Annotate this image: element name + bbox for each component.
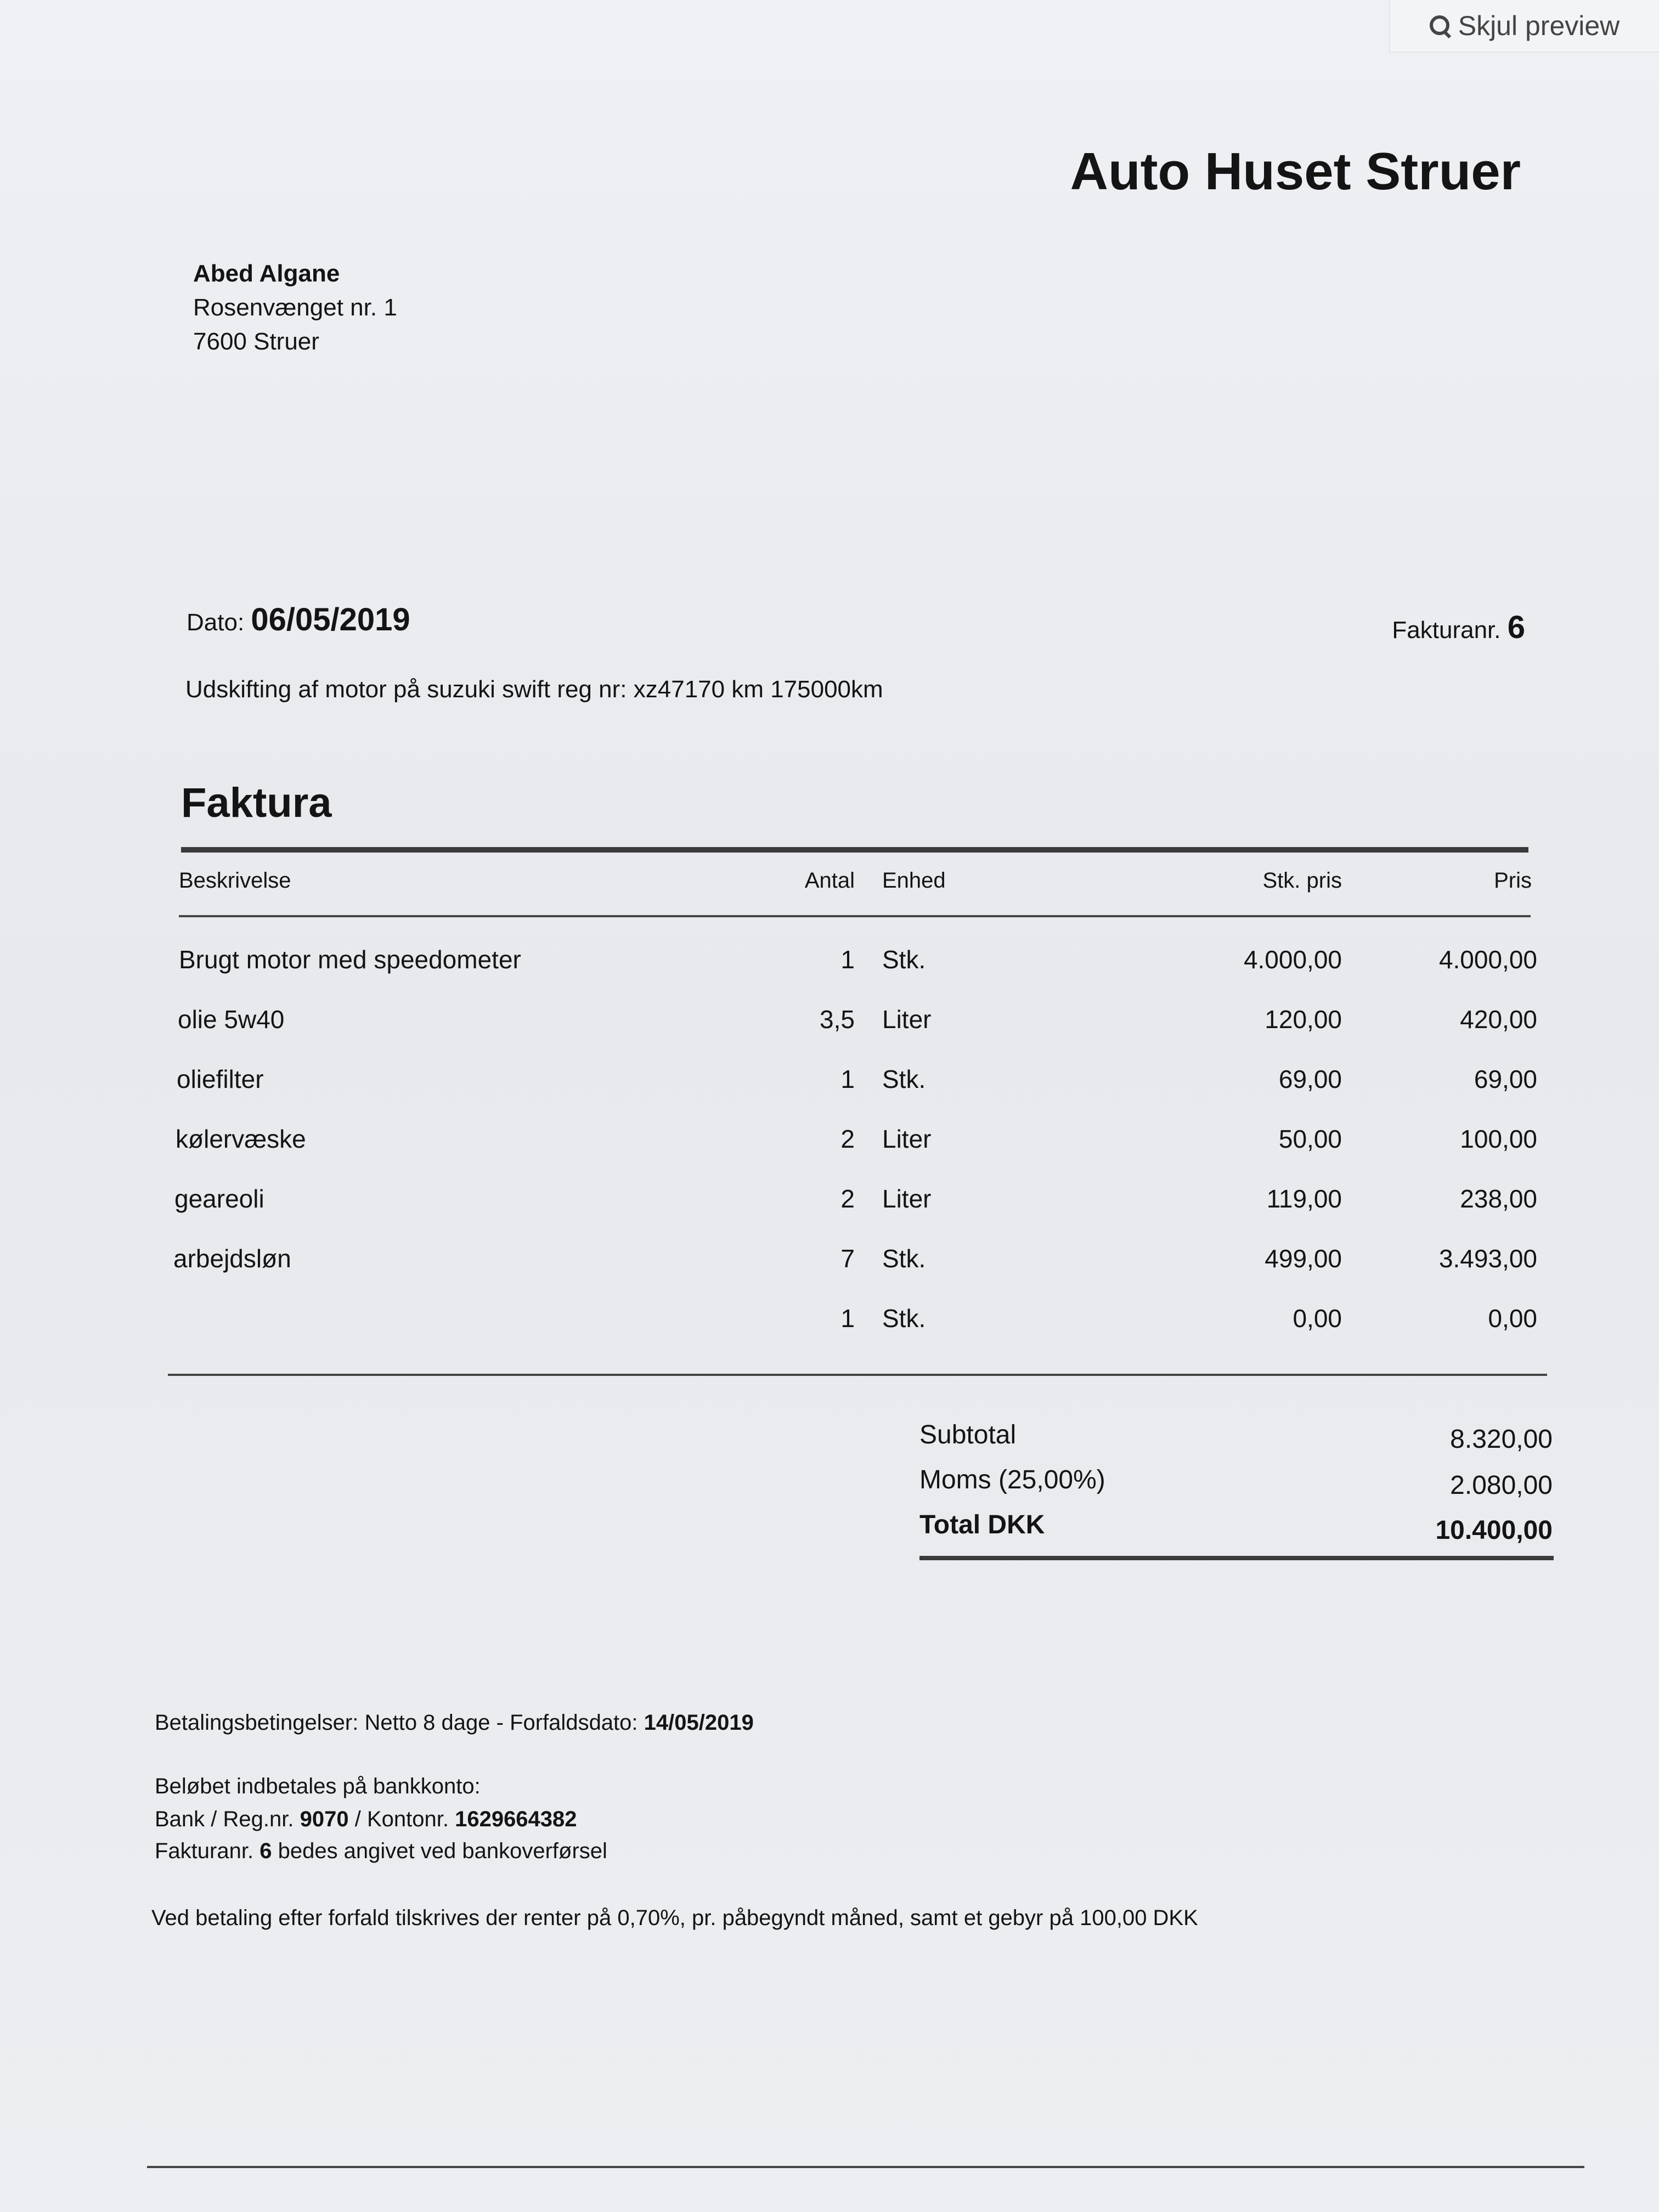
item-price: 420,00 — [1460, 1005, 1537, 1034]
heading-divider — [181, 847, 1528, 853]
col-description: Beskrivelse — [179, 868, 291, 893]
item-quantity: 2 — [840, 1125, 855, 1153]
subtotal-label: Subtotal — [919, 1420, 1017, 1449]
customer-address — [193, 257, 397, 359]
item-unit-price: 69,00 — [1278, 1065, 1342, 1093]
account-number: 1629664382 — [455, 1807, 577, 1831]
reg-number: 9070 — [300, 1807, 349, 1831]
item-unit-price: 499,00 — [1265, 1244, 1342, 1273]
total-label: Total DKK — [919, 1510, 1045, 1539]
customer-name: Abed Algane — [193, 260, 340, 287]
job-description: Udskifting af motor på suzuki swift reg nr: xz47170 km 175000km — [185, 676, 883, 703]
item-description: geareoli — [174, 1184, 264, 1213]
payment-reference — [155, 1839, 607, 1864]
item-unit: Stk. — [882, 945, 926, 974]
col-price: Pris — [1494, 868, 1532, 893]
customer-street: Rosenvænget nr. 1 — [193, 294, 397, 321]
item-description: olie 5w40 — [178, 1005, 285, 1034]
ref-suffix: bedes angivet ved bankoverførsel — [278, 1839, 607, 1863]
bank-intro: Beløbet indbetales på bankkonto: — [155, 1774, 481, 1798]
col-unit: Enhed — [882, 868, 946, 893]
account-label: / Kontonr. — [354, 1807, 449, 1831]
search-icon — [1430, 15, 1451, 36]
item-price: 4.000,00 — [1438, 945, 1537, 974]
due-date: 14/05/2019 — [644, 1711, 754, 1735]
items-divider — [168, 1374, 1547, 1376]
col-quantity: Antal — [804, 868, 855, 893]
date-label: Dato: — [187, 609, 245, 636]
ref-number: 6 — [259, 1839, 272, 1863]
item-price: 0,00 — [1488, 1304, 1537, 1333]
item-unit: Stk. — [882, 1065, 926, 1093]
item-description: oliefilter — [177, 1065, 264, 1093]
col-unit-price: Stk. pris — [1262, 868, 1342, 893]
item-unit: Liter — [882, 1125, 932, 1153]
item-unit: Stk. — [882, 1244, 926, 1273]
item-unit: Stk. — [882, 1304, 926, 1333]
item-quantity: 7 — [840, 1244, 855, 1273]
bottom-divider — [147, 2166, 1584, 2168]
invoice-heading: Faktura — [181, 780, 332, 826]
item-unit: Liter — [882, 1184, 932, 1213]
invoice-number — [1392, 609, 1525, 646]
item-unit-price: 119,00 — [1266, 1184, 1342, 1213]
header-divider — [179, 915, 1531, 917]
item-quantity: 1 — [840, 1304, 855, 1333]
ref-prefix: Fakturanr. — [155, 1839, 254, 1863]
vat-label: Moms (25,00%) — [919, 1465, 1105, 1494]
item-description: arbejdsløn — [173, 1244, 291, 1273]
item-quantity: 1 — [840, 945, 855, 974]
bank-details — [155, 1807, 577, 1832]
invoice-date — [187, 601, 410, 638]
payment-terms — [155, 1711, 754, 1735]
invoice-number-value: 6 — [1507, 610, 1525, 645]
item-unit-price: 4.000,00 — [1243, 945, 1342, 974]
item-description: Brugt motor med speedometer — [179, 945, 521, 974]
item-unit-price: 0,00 — [1293, 1304, 1342, 1333]
item-price: 69,00 — [1474, 1065, 1537, 1093]
item-description: kølervæske — [176, 1125, 306, 1153]
bank-prefix: Bank / Reg.nr. — [155, 1807, 294, 1831]
item-unit-price: 50,00 — [1278, 1125, 1342, 1153]
item-unit-price: 120,00 — [1265, 1005, 1342, 1034]
item-unit: Liter — [882, 1005, 932, 1034]
hide-preview-label: Skjul preview — [1458, 10, 1620, 41]
customer-city: 7600 Struer — [193, 328, 319, 355]
total-underline — [919, 1556, 1554, 1560]
date-value: 06/05/2019 — [251, 602, 410, 637]
subtotal-value: 8.320,00 — [1450, 1425, 1553, 1454]
late-payment-note: Ved betaling efter forfald tilskrives der renter på 0,70%, pr. påbegyndt måned, samt et gebyr på 100,00 DKK — [151, 1906, 1198, 1930]
item-price: 100,00 — [1460, 1125, 1537, 1153]
company-name: Auto Huset Struer — [1070, 142, 1521, 201]
item-quantity: 3,5 — [820, 1005, 855, 1034]
hide-preview-button[interactable] — [1389, 0, 1659, 53]
invoice-number-label: Fakturanr. — [1392, 617, 1501, 644]
item-price: 3.493,00 — [1438, 1244, 1537, 1273]
vat-value: 2.080,00 — [1450, 1471, 1553, 1500]
item-quantity: 1 — [840, 1065, 855, 1093]
terms-label: Betalingsbetingelser: Netto 8 dage - Forfaldsdato: — [155, 1711, 638, 1735]
item-quantity: 2 — [840, 1184, 855, 1213]
total-value: 10.400,00 — [1435, 1516, 1553, 1545]
item-price: 238,00 — [1460, 1184, 1537, 1213]
